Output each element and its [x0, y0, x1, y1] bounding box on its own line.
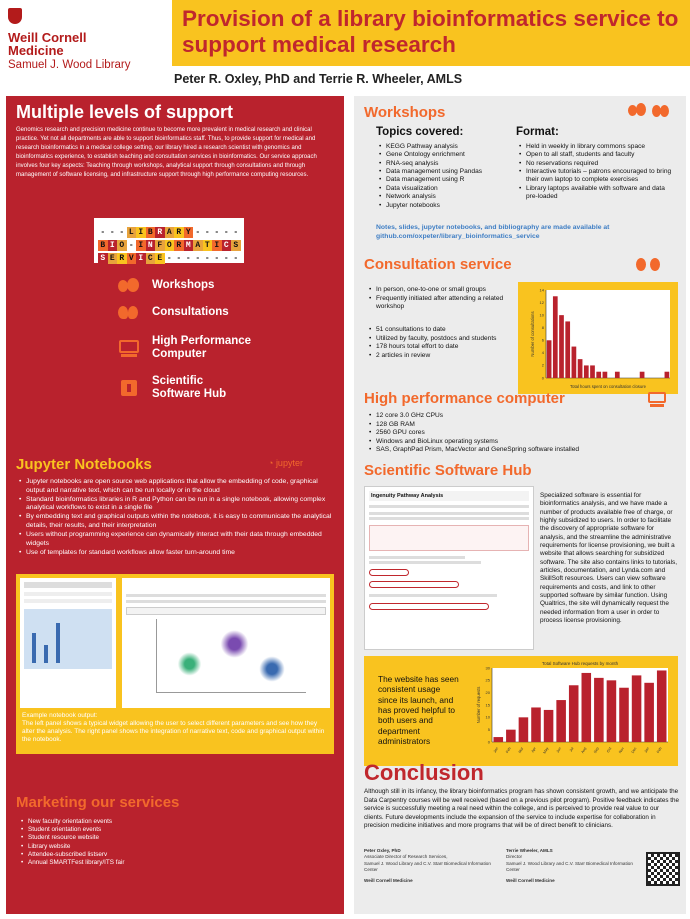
letter-cell: E: [155, 253, 165, 264]
letter-cell: T: [203, 240, 213, 251]
x-tick-label: Apr: [530, 746, 537, 754]
hpc-bullet: • Windows and BioLinux operating systems: [368, 438, 678, 447]
topic-item: • RNA-seq analysis: [378, 160, 518, 168]
letter-cell: R: [155, 227, 165, 238]
jupyter-bullet: • Jupyter notebooks are open source web applications that allow the embedding of code, graphical output and narrative text, which can be run locally or in the cloud: [18, 478, 338, 496]
workshops-heading: Workshops: [364, 104, 446, 121]
jupyter-bullet: • Use of templates for standard workflows allow faster turn-around time: [18, 549, 338, 558]
consultation-icon: [636, 256, 666, 274]
consultation-histogram: [518, 282, 678, 394]
consultation-bullets-b: [368, 326, 518, 360]
hub-usage-note: The website has seen consistent usage since its launch, and has proved helpful to both users and department administrators: [378, 674, 459, 747]
support-heading: Multiple levels of support: [16, 102, 234, 122]
service-label: Workshops: [152, 279, 215, 292]
consultation-bullet: • 2 articles in review: [368, 352, 518, 361]
bar: [572, 347, 577, 378]
marketing-bullet: • Student orientation events: [20, 826, 124, 834]
letter-cell: V: [127, 253, 137, 264]
x-tick-label: Jul: [568, 746, 575, 753]
letter-cell: A: [165, 227, 175, 238]
letter-cell: N: [146, 240, 156, 251]
qr-code-icon[interactable]: [646, 852, 680, 886]
hpc-heading: High performance computer: [364, 390, 565, 407]
plot-area: [546, 290, 670, 378]
hub-heading: Scientific Software Hub: [364, 462, 532, 479]
letter-cell: C: [222, 240, 232, 251]
bar: [547, 340, 552, 378]
letter-cell: C: [146, 253, 156, 264]
bar: [657, 670, 667, 742]
letter-cell: -: [233, 228, 239, 237]
letter-cell: B: [146, 227, 156, 238]
marketing-bullets: [20, 818, 124, 867]
letter-cell: S: [98, 253, 108, 264]
letter-cell: -: [100, 228, 106, 237]
marketing-bullet: • Library website: [20, 843, 124, 851]
x-tick-label: Dec: [630, 746, 638, 755]
contact-org: Samuel J. Wood Library and C.V. Starr Biomedical Information Center: [506, 860, 633, 873]
consultation-bullet: • 178 hours total effort to date: [368, 343, 518, 352]
letter-cell: M: [184, 240, 194, 251]
letter-cell: B: [98, 240, 108, 251]
bar: [506, 730, 516, 742]
letter-cell: Y: [184, 227, 194, 238]
org-line3: Samuel J. Wood Library: [8, 59, 131, 72]
bar: [603, 372, 608, 378]
letter-cell: O: [117, 240, 127, 251]
computer-icon: [118, 338, 140, 358]
letter-cell: O: [165, 240, 175, 251]
hpc-bullet: • 12 core 3.0 GHz CPUs: [368, 412, 678, 421]
bar: [594, 678, 604, 742]
bar: [578, 359, 583, 378]
y-tick-label: 4: [541, 350, 544, 356]
y-tick-label: 10: [539, 312, 544, 318]
consultation-bullet: • 51 consultations to date: [368, 326, 518, 335]
y-tick-label: 12: [539, 299, 544, 305]
y-tick-label: 8: [541, 325, 544, 331]
y-axis-label: Number of consultations: [530, 311, 535, 357]
letter-cell: -: [214, 254, 220, 263]
org-line2: Medicine: [8, 43, 64, 59]
x-tick-label: Feb: [505, 746, 512, 754]
service-hpc: [118, 333, 318, 363]
org-line1: Weill Cornell: [8, 29, 87, 45]
contact-2: [506, 848, 646, 884]
notebook-caption: [22, 712, 330, 745]
bar: [596, 372, 601, 378]
jupyter-bullet: • Standard bioinformatics libraries in R and Python can be run in a single notebook, allowing complex analytical workflows to exist in a single file: [18, 496, 338, 514]
x-tick-label: Oct: [606, 746, 613, 754]
computer-icon: [648, 392, 668, 408]
letter-cell: -: [109, 228, 115, 237]
letter-cell: E: [108, 253, 118, 264]
jupyter-bullet: • By embedding text and graphical outputs within the notebook, it is easy to communicate the analytical details, their results, and their interpretation: [18, 513, 338, 531]
letter-cell: -: [195, 254, 201, 263]
bar: [615, 372, 620, 378]
jupyter-heading: Jupyter Notebooks: [16, 456, 152, 473]
letter-cell: -: [204, 254, 210, 263]
letter-cell: -: [128, 241, 134, 250]
x-tick-label: Jan: [643, 746, 651, 754]
consultation-bullet: • Utilized by faculty, postdocs and students: [368, 335, 518, 344]
authors: Peter R. Oxley, PhD and Terrie R. Wheeler, AMLS: [174, 72, 463, 86]
widget-screenshot: [20, 578, 116, 708]
x-tick-label: May: [542, 746, 550, 755]
bar: [632, 675, 642, 742]
contact-role: Director: [506, 854, 523, 860]
jupyter-logo-text: jupyter: [275, 458, 303, 468]
contact-name: Terrie Wheeler, AMLS: [506, 848, 553, 853]
conclusion-text: Although still in its infancy, the library bioinformatics program has shown consistent growth, and we anticipate the Data Carpentry courses will be well received (based on a previous pilot program). Positive feedback indicates the service is successfully meeting a real need within the college, and is perceived to provide real value to our clients. Future developments include the expansion of the service to include expertise for collaboration in precision medicine initiatives and more programs that will be of direct benefit to clinicians.: [364, 788, 680, 829]
format-item: • No reservations required: [518, 160, 678, 168]
letter-cell: -: [214, 228, 220, 237]
letter-cell: R: [174, 227, 184, 238]
hub-requests-chart: [468, 658, 676, 764]
service-label: Consultations: [152, 306, 229, 319]
caption-title: Example notebook output:: [22, 712, 98, 719]
contact-role: Associate Director of Research Services,: [364, 854, 448, 860]
letter-cell: I: [136, 240, 146, 251]
format-item: • Library laptops available with software and data pre-loaded: [518, 185, 678, 202]
hub-description: Specialized software is essential for bioinformatics analysis, and we have made a number of products available free of charge, or highly subsidized to users. In order to facilitate the discovery of appropriate software for analysis, and the streamline the administrative requirements for license provisioning, we built a website that allows searching for subsidized software. The site also contains links to tutorials, articles, documentation, and Lynda.com and SkillSoft resources. Users can view software requirements and costs, and link to other supported software by similar function. Using Qualtrics, the site will dynamically request the needed information from a user in order to process license provisioning.: [540, 492, 677, 624]
people-icon: [118, 276, 140, 296]
plot-area: [492, 668, 668, 742]
hpc-bullet: • 2560 GPU cores: [368, 429, 678, 438]
bar: [544, 710, 554, 742]
format-list: [518, 143, 678, 202]
hub-screenshot-title: Ingenuity Pathway Analysis: [369, 491, 529, 501]
services-list: [118, 274, 318, 403]
consultation-bullet: • In person, one-to-one or small groups: [368, 286, 518, 295]
jupyter-bullets: [18, 478, 338, 557]
caption-text: The left panel shows a typical widget allowing the user to select different parameters and see how they alter the analysis. The right panel shows the integration of narrative text, code and graphical output within the notebook.: [22, 720, 325, 744]
y-tick-label: 14: [539, 287, 544, 293]
y-tick-label: 25: [485, 677, 490, 683]
letter-cell: -: [223, 228, 229, 237]
jupyter-bullet: • Users without programming experience can dynamically interact with their data through embedded widgets: [18, 531, 338, 549]
bar: [519, 717, 529, 742]
bar: [644, 683, 654, 742]
letter-cell: A: [193, 240, 203, 251]
hub-screenshot: [364, 486, 534, 650]
topic-item: • Data management using Pandas: [378, 168, 518, 176]
letter-grid-row: [98, 234, 240, 250]
page-title: Provision of a library bioinformatics service to support medical research: [182, 6, 679, 57]
hpc-bullet: • SAS, GraphPad Prism, MacVector and GeneSpring software installed: [368, 446, 678, 455]
bar: [584, 365, 589, 378]
marketing-heading: Marketing our services: [16, 794, 180, 811]
bar: [531, 707, 541, 742]
notebook-screenshot-title: K-means clustering of samples: [126, 582, 237, 591]
service-software-hub: [118, 373, 318, 403]
y-tick-label: 0: [541, 375, 544, 381]
letter-cell: -: [233, 254, 239, 263]
y-tick-label: 15: [485, 702, 490, 708]
x-tick-label: Aug: [580, 746, 588, 755]
x-tick-label: Mar: [517, 746, 525, 754]
hpc-bullets: [368, 412, 678, 455]
letter-cell: F: [155, 240, 165, 251]
x-tick-label: Jan: [492, 746, 500, 754]
bar: [565, 321, 570, 378]
consultation-bullets-a: [368, 286, 518, 312]
letter-cell: -: [166, 254, 172, 263]
topic-item: • KEGG Pathway analysis: [378, 143, 518, 151]
contact-1: [364, 848, 504, 884]
letter-cell: -: [185, 254, 191, 263]
y-tick-label: 2: [541, 362, 544, 368]
bar: [569, 685, 579, 742]
letter-grid-row: [98, 247, 240, 263]
conclusion-heading: Conclusion: [364, 760, 484, 785]
cornell-shield-icon: [8, 8, 22, 24]
y-tick-label: 0: [487, 739, 490, 745]
x-axis-label: Total hours spent on consultation closure: [570, 384, 646, 389]
y-tick-label: 20: [485, 689, 490, 695]
jupyter-logo-icon: ◔ jupyter: [268, 458, 303, 468]
cluster-scatter: [156, 619, 306, 693]
letter-cell: I: [212, 240, 222, 251]
letter-cell: I: [136, 227, 146, 238]
bar: [582, 673, 592, 742]
letter-cell: -: [176, 254, 182, 263]
bar: [607, 680, 617, 742]
letter-cell: R: [174, 240, 184, 251]
contact-org: Samuel J. Wood Library and C.V. Starr Biomedical Information Center: [364, 860, 491, 873]
letter-cell: -: [195, 228, 201, 237]
marketing-bullet: • Annual SMARTFest library/ITS fair: [20, 859, 124, 867]
workshops-note: Notes, slides, jupyter notebooks, and bibliography are made available at github.com/oxpeter/library_bioinformatics_service: [376, 224, 610, 240]
letter-cell: L: [127, 227, 137, 238]
topic-item: • Data management using R: [378, 176, 518, 184]
service-workshops: [118, 274, 318, 298]
left-column: [6, 96, 344, 914]
marketing-bullet: • Attendee-subscribed listserv: [20, 851, 124, 859]
title-banner: [172, 0, 690, 66]
x-tick-label: Nov: [618, 746, 625, 755]
letter-cell: I: [108, 240, 118, 251]
support-intro: Genomics research and precision medicine continue to become more prevalent in medical research and clinical practice. Yet not all departments are able to support bioinformatics staff. Thus, to provide support for medical and research bioinformatics in a medical college setting, our library hired a research scientist with genomics and bioinformatics experience, to establish teaching and consultation services in bioinformatics. Our service approach involves four key aspects: Teaching through workshops, analytical support through consultations and through management of software licensing, and infrastructure support through high performance computing resources.: [16, 127, 317, 178]
format-item: • Interactive tutorials – patrons encouraged to bring their own laptop to complete exercises: [518, 168, 678, 185]
consultation-heading: Consultation service: [364, 256, 512, 273]
y-tick-label: 10: [485, 714, 490, 720]
topics-list: [378, 143, 518, 210]
hub-usage-panel: [364, 656, 678, 766]
bar: [556, 700, 566, 742]
letter-cell: I: [136, 253, 146, 264]
format-item: • Held in weekly in library commons space: [518, 143, 678, 151]
topic-item: • Jupyter notebooks: [378, 202, 518, 210]
service-label: Scientific Software Hub: [152, 374, 227, 400]
x-tick-label: Jun: [555, 746, 563, 754]
topic-item: • Gene Ontology enrichment: [378, 151, 518, 159]
bar: [553, 296, 558, 378]
y-tick-label: 6: [541, 337, 544, 343]
letter-cell: -: [204, 228, 210, 237]
logo: [8, 8, 158, 71]
widget-plot: [24, 609, 112, 669]
format-item: • Open to all staff, students and faculty: [518, 151, 678, 159]
notebook-example: [16, 574, 334, 754]
bar: [665, 372, 670, 378]
bar: [640, 372, 645, 378]
letter-cell: -: [119, 228, 125, 237]
consultation-bullet: • Frequently initiated after attending a related workshop: [368, 295, 518, 312]
letter-grid: [94, 218, 244, 263]
y-tick-label: 5: [487, 726, 490, 732]
letter-grid-rows: [98, 221, 240, 263]
hpc-bullet: • 128 GB RAM: [368, 421, 678, 430]
bar: [559, 315, 564, 378]
letter-grid-row: [98, 221, 240, 237]
contact-inst: Weill Cornell Medicine: [364, 877, 413, 883]
bar: [619, 688, 629, 742]
x-tick-label: Feb: [656, 746, 663, 754]
letter-cell: -: [223, 254, 229, 263]
software-box-icon: [118, 378, 140, 398]
topic-item: • Data visualization: [378, 185, 518, 193]
notebook-screenshot: [122, 578, 330, 708]
consultation-chart: [518, 282, 678, 394]
y-tick-label: 30: [485, 665, 490, 671]
marketing-bullet: • New faculty orientation events: [20, 818, 124, 826]
y-axis-label: Number of requests: [476, 686, 481, 724]
topics-heading: Topics covered:: [376, 126, 464, 138]
workshop-icons: [628, 102, 672, 122]
bar: [590, 365, 595, 378]
right-column: [354, 96, 686, 914]
service-consultations: [118, 301, 318, 325]
service-label: High Performance Computer: [152, 334, 252, 360]
chart-title: Total Software Hub requests by month: [541, 661, 619, 666]
letter-cell: R: [117, 253, 127, 264]
topic-item: • Network analysis: [378, 193, 518, 201]
x-tick-label: Sep: [593, 746, 600, 755]
bar: [494, 737, 504, 742]
format-heading: Format:: [516, 126, 559, 138]
speech-heads-icon: [118, 303, 140, 323]
marketing-bullet: • Student resource website: [20, 834, 124, 842]
contact-inst: Weill Cornell Medicine: [506, 877, 555, 883]
contact-name: Peter Oxley, PhD: [364, 848, 401, 853]
letter-cell: S: [231, 240, 241, 251]
